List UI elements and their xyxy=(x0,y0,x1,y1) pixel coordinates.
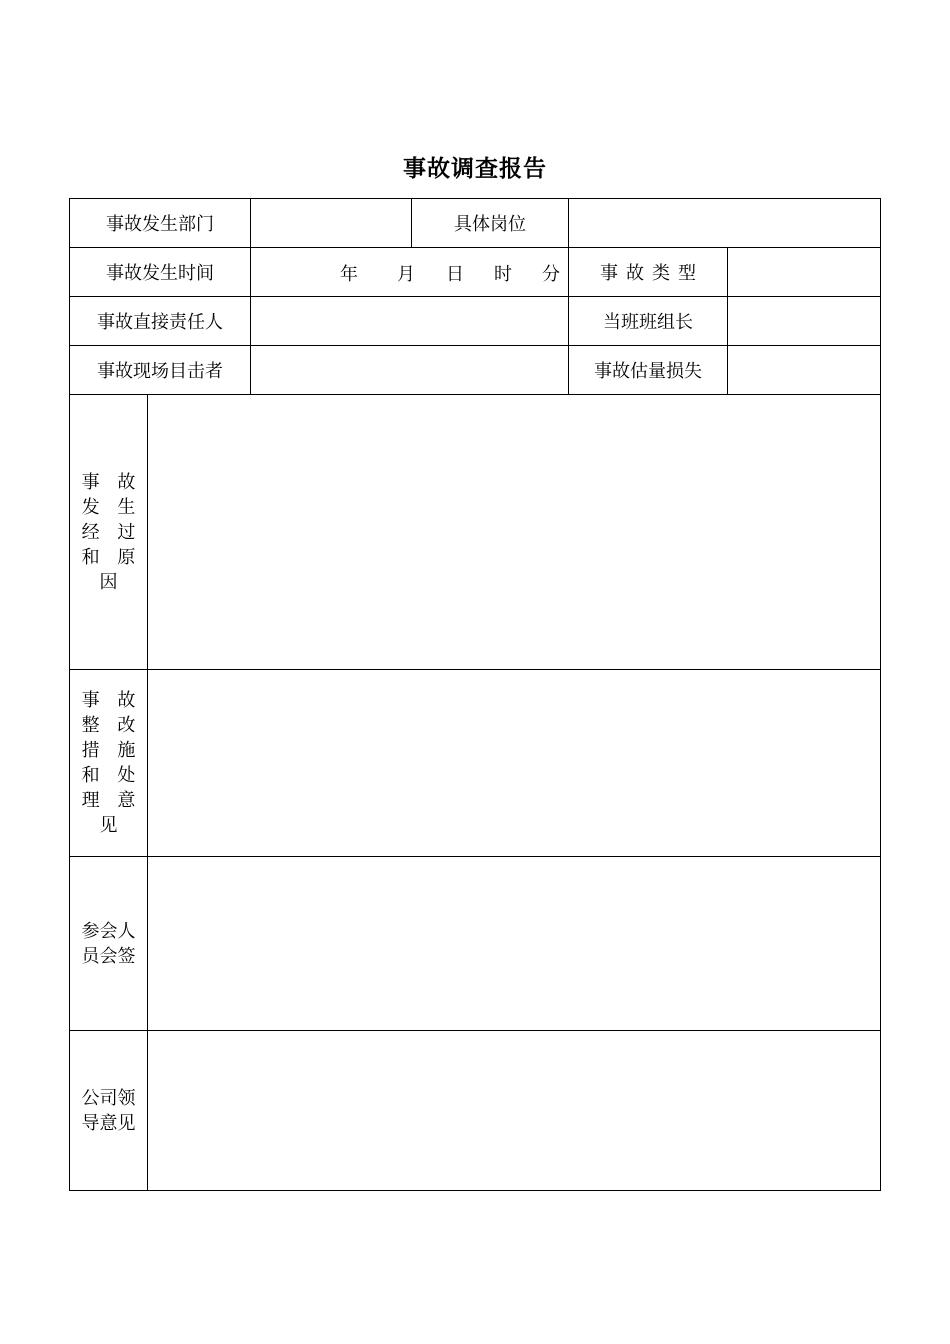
year-unit: 年 xyxy=(340,263,358,285)
responsible-field[interactable] xyxy=(251,297,568,345)
rectification-label: 事 故 整 改 措 施 和 处 理 意 见 xyxy=(81,690,142,836)
day-unit: 日 xyxy=(446,263,464,285)
leader-opinion-label: 公司领 导意见 xyxy=(81,1088,136,1134)
position-field[interactable] xyxy=(569,199,881,247)
time-label: 事故发生时间 xyxy=(106,263,214,284)
hour-unit: 时 xyxy=(494,263,512,285)
report-table xyxy=(69,198,881,1191)
witness-field[interactable] xyxy=(251,346,568,394)
time-field[interactable] xyxy=(251,248,568,296)
leader-opinion-field[interactable] xyxy=(148,1031,881,1191)
loss-label: 事故估量损失 xyxy=(594,361,702,382)
type-field[interactable] xyxy=(728,248,881,296)
attendees-label: 参会人 员会签 xyxy=(81,920,136,967)
responsible-label: 事故直接责任人 xyxy=(97,312,223,333)
type-label: 事故类型 xyxy=(600,263,704,284)
month-unit: 月 xyxy=(397,263,415,285)
rectification-field[interactable] xyxy=(148,670,881,856)
department-label: 事故发生部门 xyxy=(106,214,214,235)
minute-unit: 分 xyxy=(542,263,560,285)
witness-label: 事故现场目击者 xyxy=(97,361,223,382)
loss-field[interactable] xyxy=(728,346,881,394)
attendees-signature-field[interactable] xyxy=(148,857,881,1030)
position-label: 具体岗位 xyxy=(454,214,526,235)
document-title: 事故调查报告 xyxy=(403,155,547,182)
process-cause-field[interactable] xyxy=(148,395,881,669)
department-field[interactable] xyxy=(251,199,411,247)
team-leader-label: 当班班组长 xyxy=(603,312,693,333)
process-cause-label: 事 故 发 生 经 过 和 原 因 xyxy=(81,471,142,593)
team-leader-field[interactable] xyxy=(728,297,881,345)
